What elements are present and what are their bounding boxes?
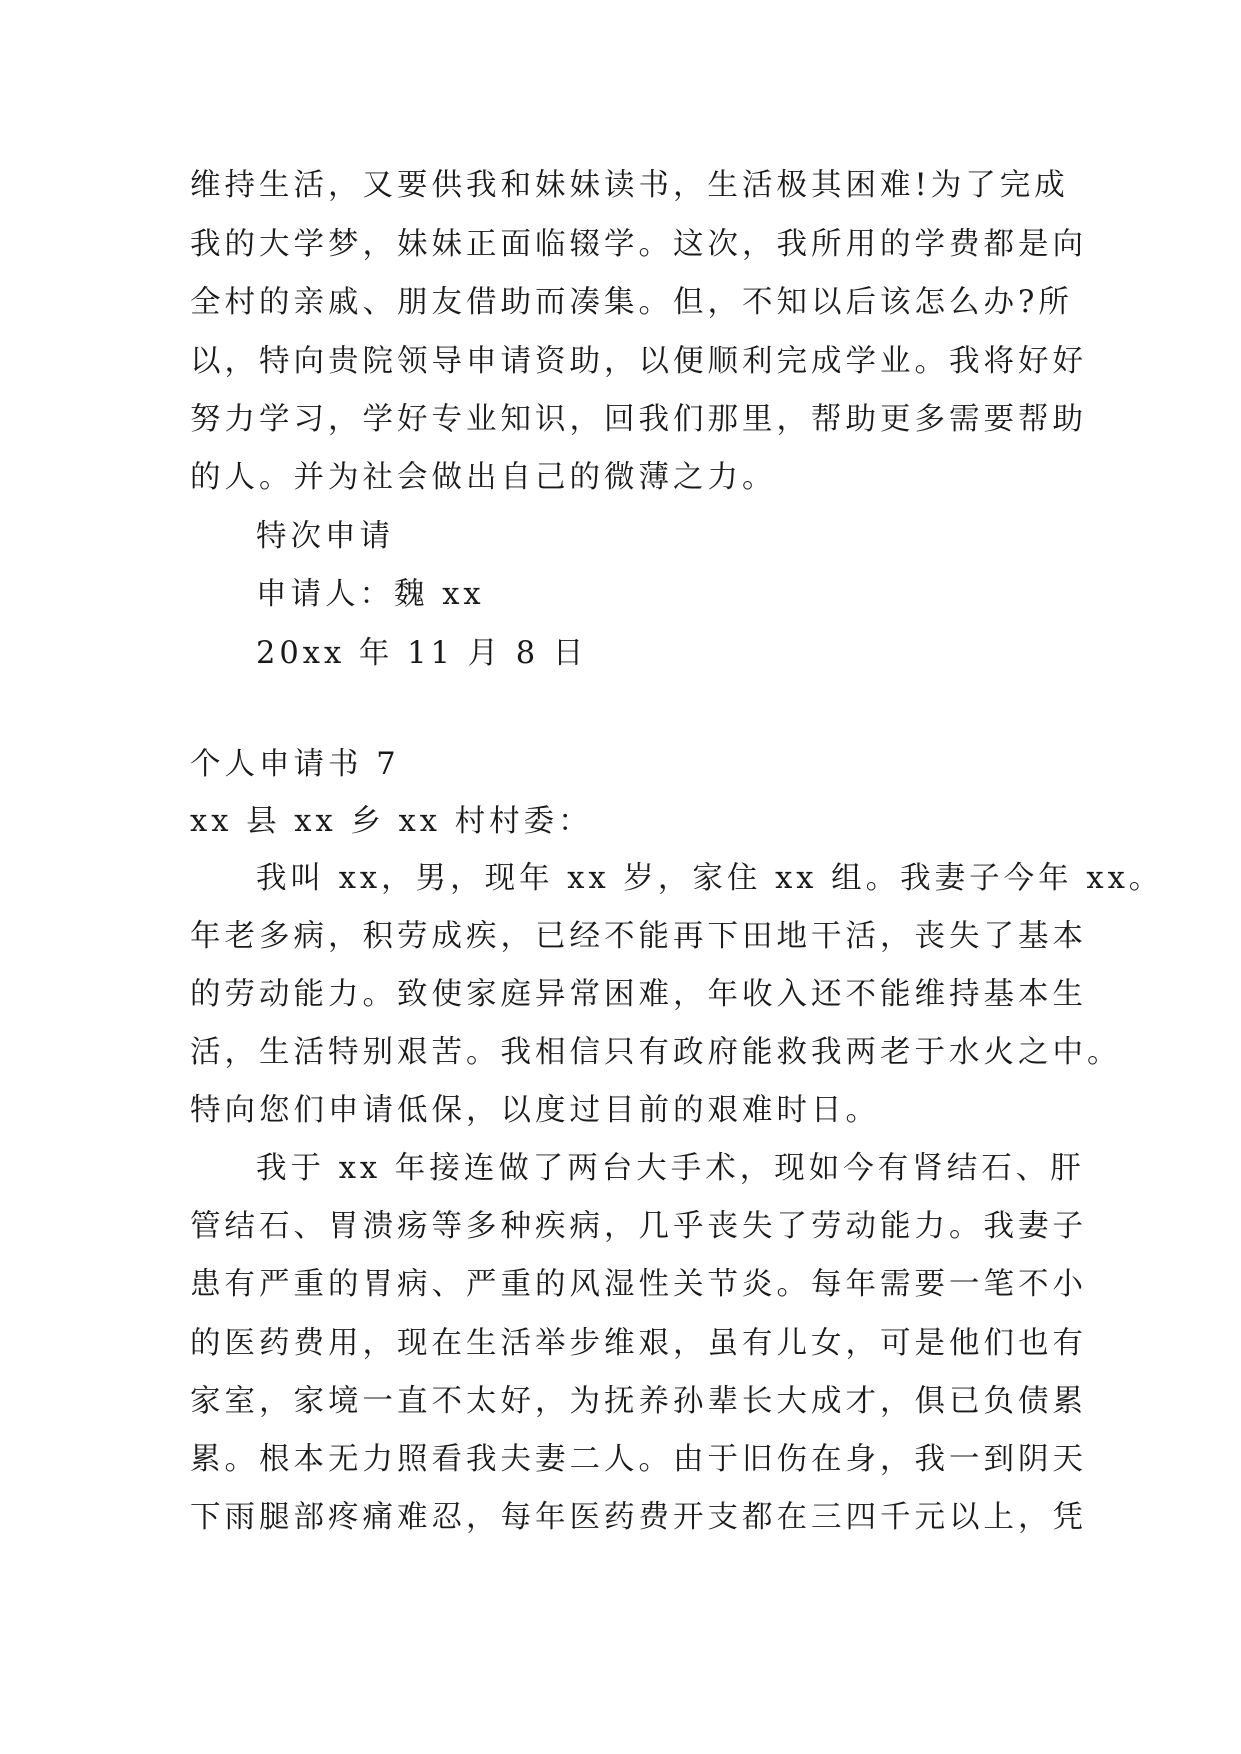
- body-text-line: 特向您们申请低保，以度过目前的艰难时日。: [190, 1093, 880, 1128]
- body-text-line: 年老多病，积劳成疾，已经不能再下田地干活，丧失了基本: [190, 919, 1087, 954]
- addressee-line: xx 县 xx 乡 xx 村村委：: [190, 804, 593, 839]
- applicant-line: 申请人：魏 xx: [256, 577, 485, 612]
- body-text-line: 活，生活特别艰苦。我相信只有政府能救我两老于水火之中。: [190, 1035, 1122, 1070]
- body-text-line: 家室，家境一直不太好，为抚养孙辈长大成才，俱已负债累: [190, 1384, 1087, 1419]
- body-text-line: 维持生活，又要供我和妹妹读书，生活极其困难!为了完成: [190, 168, 1069, 203]
- body-text-line: 以，特向贵院领导申请资助，以便顺利完成学业。我将好好: [190, 344, 1087, 379]
- closing-line: 特次申请: [256, 519, 394, 554]
- body-text-line: 努力学习，学好专业知识，回我们那里，帮助更多需要帮助: [190, 402, 1087, 437]
- body-text-line: 的劳动能力。致使家庭异常困难，年收入还不能维持基本生: [190, 977, 1087, 1012]
- body-text-line: 我叫 xx，男，现年 xx 岁，家住 xx 组。我妻子今年 xx。: [256, 861, 1164, 896]
- body-text-line: 全村的亲戚、朋友借助而凑集。但，不知以后该怎么办?所: [190, 285, 1073, 320]
- body-text-line: 我于 xx 年接连做了两台大手术，现如今有肾结石、肝: [256, 1151, 1085, 1186]
- body-text-line: 的医药费用，现在生活举步维艰，虽有儿女，可是他们也有: [190, 1326, 1087, 1361]
- body-text-line: 累。根本无力照看我夫妻二人。由于旧伤在身，我一到阴天: [190, 1442, 1087, 1477]
- body-text-line: 管结石、胃溃疡等多种疾病，几乎丧失了劳动能力。我妻子: [190, 1209, 1087, 1244]
- section-title: 个人申请书 7: [190, 747, 400, 782]
- date-line: 20xx 年 11 月 8 日: [256, 636, 588, 671]
- body-text-line: 的人。并为社会做出自己的微薄之力。: [190, 460, 777, 495]
- body-text-line: 我的大学梦，妹妹正面临辍学。这次，我所用的学费都是向: [190, 227, 1087, 262]
- body-text-line: 患有严重的胃病、严重的风湿性关节炎。每年需要一笔不小: [190, 1267, 1087, 1302]
- body-text-line: 下雨腿部疼痛难忍，每年医药费开支都在三四千元以上，凭: [190, 1500, 1087, 1535]
